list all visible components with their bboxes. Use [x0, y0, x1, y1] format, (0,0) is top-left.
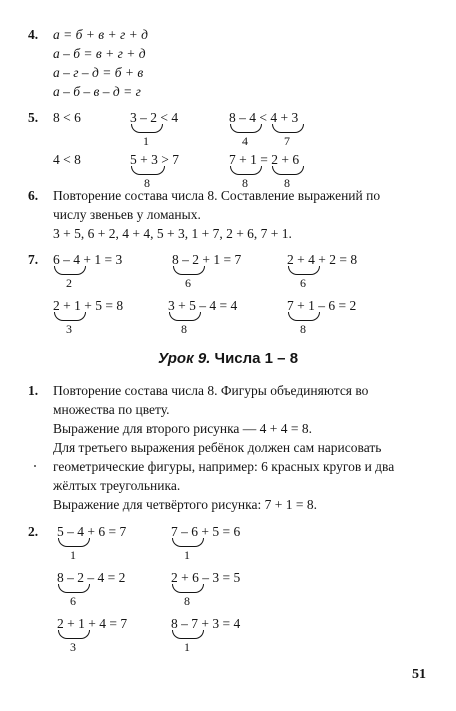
exercise-number-4: 4.: [28, 27, 39, 42]
exercise-number-6: 6.: [28, 188, 39, 203]
paragraph-line: жёлтых треугольника.: [53, 478, 181, 493]
comparison: 3 – 2 < 4: [130, 110, 179, 125]
brace: [173, 266, 205, 275]
paragraph-line: Выражение для четвёртого рисунка: 7 + 1 = 8.: [53, 497, 317, 512]
exercise-number-1: 1.: [28, 383, 39, 398]
brace: [288, 312, 320, 321]
brace: [272, 124, 304, 133]
brace-result: 8: [144, 176, 150, 190]
brace-result: 1: [184, 640, 190, 654]
comparison: 4 < 8: [53, 152, 81, 167]
expression: 6 – 4 + 1 = 3: [53, 252, 123, 267]
brace: [272, 166, 304, 175]
paragraph-line: множества по цвету.: [53, 402, 170, 417]
brace: [54, 266, 86, 275]
equation-line: а = б + в + г + д: [53, 27, 148, 42]
brace: [172, 630, 204, 639]
expression: 5 – 4 + 6 = 7: [57, 524, 127, 539]
scan-speck: [34, 465, 36, 467]
paragraph-line: Повторение состава числа 8. Фигуры объединяются во: [53, 383, 369, 398]
exercise-number-2: 2.: [28, 524, 39, 539]
lesson-title-number: Урок 9.: [157, 350, 211, 367]
expression: 8 – 2 – 4 = 2: [57, 570, 126, 585]
brace: [169, 312, 201, 321]
brace-result: 8: [184, 594, 190, 608]
brace-result: 1: [143, 134, 149, 148]
comparison: 7 + 1 = 2 + 6: [229, 152, 300, 167]
equation-line: а – б – в – д = г: [53, 84, 141, 99]
brace-result: 7: [284, 134, 290, 148]
expression: 2 + 4 + 2 = 8: [287, 252, 358, 267]
brace-result: 8: [181, 322, 187, 336]
brace-result: 3: [70, 640, 76, 654]
brace: [172, 538, 204, 547]
brace: [230, 166, 262, 175]
expression: 7 + 1 – 6 = 2: [287, 298, 357, 313]
expression: 8 – 2 + 1 = 7: [172, 252, 242, 267]
brace: [288, 266, 320, 275]
brace-result: 4: [242, 134, 248, 148]
expression: 7 – 6 + 5 = 6: [171, 524, 241, 539]
exercise-number-5: 5.: [28, 110, 39, 125]
brace: [230, 124, 262, 133]
lesson-title: [0, 350, 456, 368]
expression: 2 + 1 + 5 = 8: [53, 298, 124, 313]
paragraph-line: Выражение для второго рисунка — 4 + 4 = 8.: [53, 421, 313, 436]
brace-result: 8: [242, 176, 248, 190]
brace-result: 6: [185, 276, 191, 290]
brace-result: 8: [300, 322, 306, 336]
comparison: 8 – 4 < 4 + 3: [229, 110, 299, 125]
expression: 2 + 6 – 3 = 5: [171, 570, 241, 585]
brace-result: 1: [184, 548, 190, 562]
equation-line: а – б = в + г + д: [53, 46, 146, 61]
brace: [131, 166, 165, 175]
comparison: 8 < 6: [53, 110, 81, 125]
paragraph-line: геометрические фигуры, например: 6 красных кругов и два: [53, 459, 395, 474]
brace: [131, 124, 163, 133]
brace-result: 8: [284, 176, 290, 190]
paragraph-line: числу звеньев у ломаных.: [53, 207, 201, 222]
brace-result: 6: [70, 594, 76, 608]
brace-result: 1: [70, 548, 76, 562]
expression: 3 + 5 – 4 = 4: [168, 298, 238, 313]
equation-line: а – г – д = б + в: [53, 65, 144, 80]
brace: [58, 630, 90, 639]
expression: 2 + 1 + 4 = 7: [57, 616, 128, 631]
expression: 8 – 7 + 3 = 4: [171, 616, 241, 631]
comparison: 5 + 3 > 7: [130, 152, 179, 167]
paragraph-line: Повторение состава числа 8. Составление выражений по: [53, 188, 381, 203]
brace-result: 2: [66, 276, 72, 290]
brace-result: 6: [300, 276, 306, 290]
brace-result: 3: [66, 322, 72, 336]
exercise-number-7: 7.: [28, 252, 39, 267]
lesson-title-topic: Числа 1 – 8: [210, 350, 299, 367]
page-number: 51: [412, 667, 426, 682]
paragraph-line: Для третьего выражения ребёнок должен сам нарисовать: [53, 440, 382, 455]
brace: [58, 538, 90, 547]
brace: [54, 312, 86, 321]
brace: [58, 584, 90, 593]
brace: [172, 584, 204, 593]
paragraph-line: 3 + 5, 6 + 2, 4 + 4, 5 + 3, 1 + 7, 2 + 6, 7 + 1.: [53, 226, 292, 241]
